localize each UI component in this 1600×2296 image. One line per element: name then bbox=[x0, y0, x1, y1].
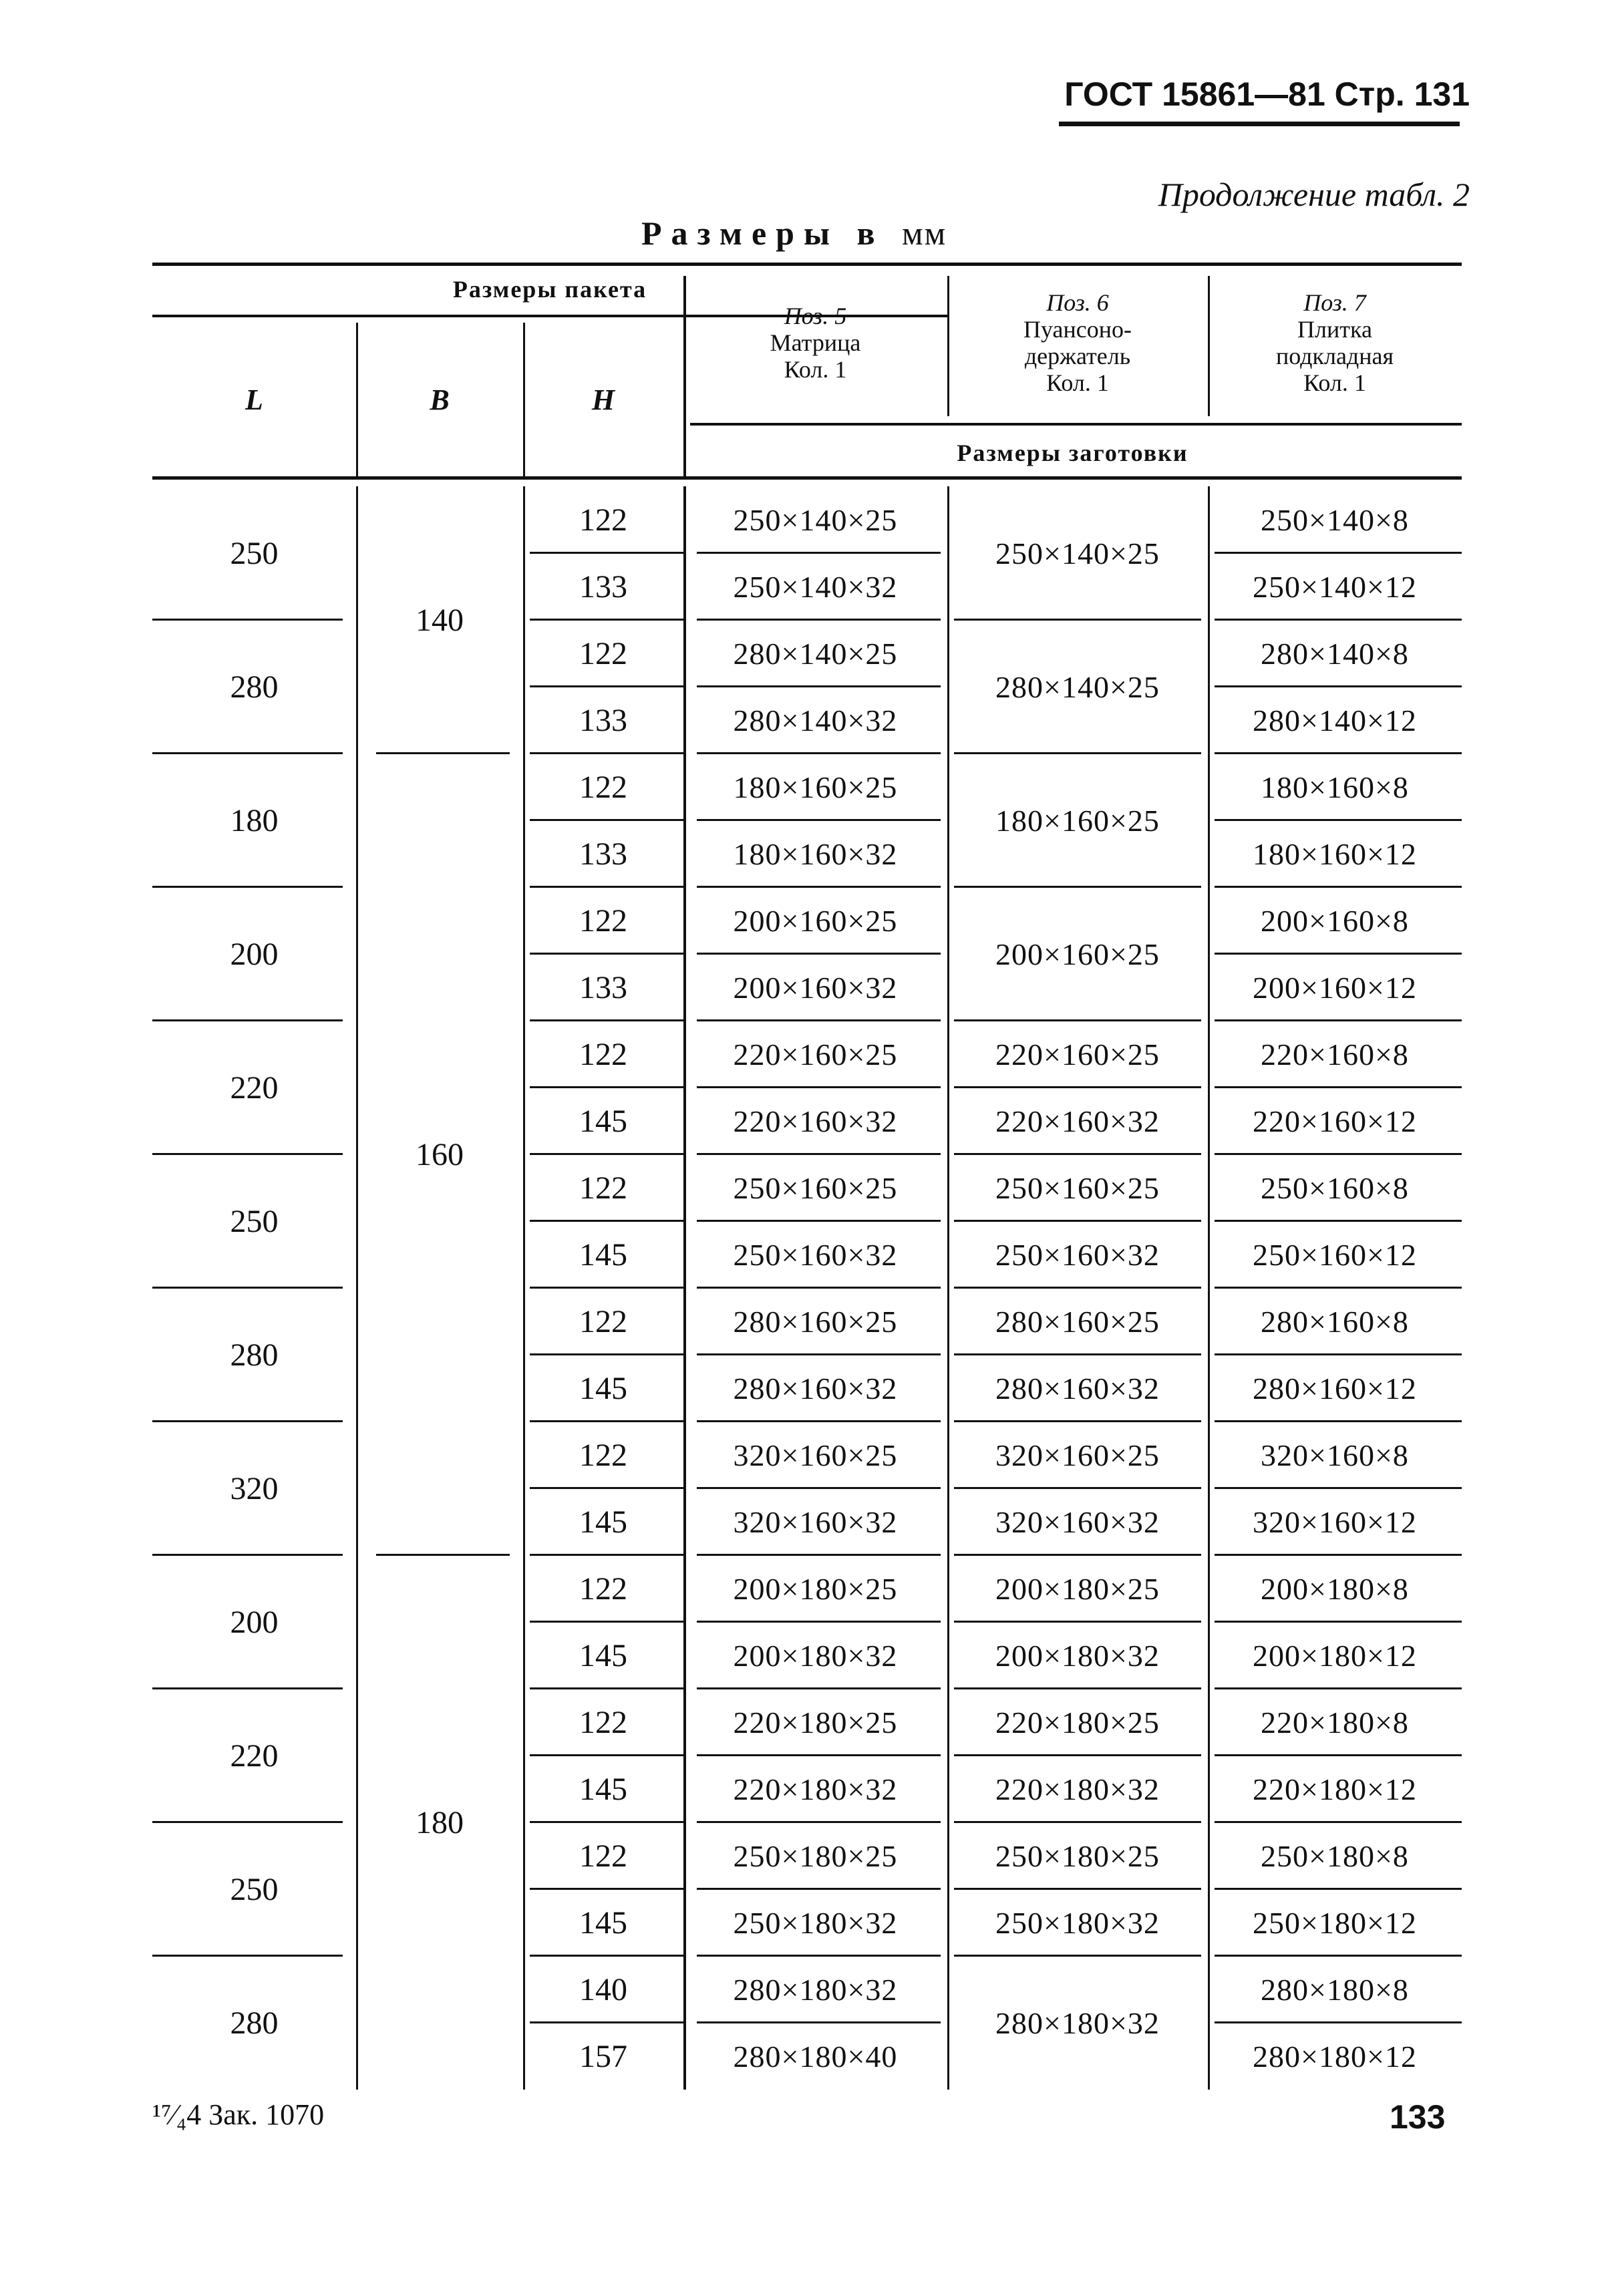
H-value: 145 bbox=[579, 1771, 627, 1807]
packet-size-header: Размеры пакета bbox=[452, 276, 647, 303]
pos5-number: Поз. 5 bbox=[784, 303, 847, 329]
H-value: 145 bbox=[579, 1504, 627, 1540]
L-value: 320 bbox=[230, 1470, 279, 1506]
L-value: 280 bbox=[230, 1337, 279, 1373]
pos7-value: 250×180×8 bbox=[1261, 1838, 1409, 1873]
pos6-value: 280×160×32 bbox=[995, 1371, 1160, 1406]
H-value: 145 bbox=[579, 1103, 627, 1139]
H-value: 122 bbox=[579, 1170, 627, 1206]
pos7-value: 320×160×8 bbox=[1261, 1438, 1409, 1472]
pos5-value: 250×160×25 bbox=[733, 1170, 898, 1205]
B-value: 180 bbox=[416, 1804, 464, 1840]
pos5-value: 250×160×32 bbox=[733, 1237, 898, 1272]
H-value: 133 bbox=[579, 836, 627, 872]
pos6-name-line1: Пуансоно- bbox=[1023, 316, 1132, 343]
pos5-value: 280×140×25 bbox=[733, 636, 898, 671]
page-number: 133 bbox=[1390, 2098, 1446, 2136]
blank-size-header: Размеры заготовки bbox=[957, 440, 1188, 466]
pos5-value: 200×180×32 bbox=[733, 1638, 898, 1673]
H-value: 122 bbox=[579, 1571, 627, 1607]
pos5-value: 220×180×25 bbox=[733, 1705, 898, 1740]
H-value: 133 bbox=[579, 702, 627, 738]
H-value: 133 bbox=[579, 969, 627, 1005]
pos6-value: 200×180×25 bbox=[995, 1571, 1160, 1606]
pos7-value: 220×160×12 bbox=[1253, 1104, 1417, 1138]
table-continuation-label: Продолжение табл. 2 bbox=[1158, 176, 1470, 213]
H-value: 122 bbox=[579, 502, 627, 538]
H-value: 145 bbox=[579, 1370, 627, 1406]
pos6-value: 280×140×25 bbox=[995, 669, 1160, 704]
pos5-value: 250×180×25 bbox=[733, 1838, 898, 1873]
pos5-header bbox=[683, 276, 947, 409]
pos5-value: 280×180×40 bbox=[733, 2039, 898, 2074]
pos7-name-line2: подкладная bbox=[1275, 343, 1394, 369]
pos6-value: 280×160×25 bbox=[995, 1304, 1160, 1339]
units-title-text: Размеры в bbox=[641, 214, 885, 252]
pos5-value: 250×140×25 bbox=[733, 502, 898, 537]
pos7-value: 250×160×12 bbox=[1253, 1237, 1417, 1272]
H-value: 122 bbox=[579, 769, 627, 805]
pos7-value: 200×160×8 bbox=[1261, 903, 1409, 938]
pos5-value: 280×180×32 bbox=[733, 1972, 898, 2007]
pos6-value: 220×160×25 bbox=[995, 1037, 1160, 1072]
pos6-value: 220×160×32 bbox=[995, 1104, 1160, 1138]
pos6-value: 250×140×25 bbox=[995, 536, 1160, 570]
H-value: 122 bbox=[579, 903, 627, 939]
pos5-value: 320×160×32 bbox=[733, 1504, 898, 1539]
pos5-value: 280×140×32 bbox=[733, 703, 898, 737]
pos7-value: 200×160×12 bbox=[1253, 970, 1417, 1005]
pos7-value: 220×180×8 bbox=[1261, 1705, 1409, 1740]
pos5-value: 180×160×25 bbox=[733, 770, 898, 804]
column-header-H: H bbox=[591, 383, 615, 416]
H-value: 145 bbox=[579, 1637, 627, 1673]
header-vline-b bbox=[356, 323, 358, 476]
header-rule bbox=[1059, 122, 1460, 126]
L-value: 250 bbox=[230, 535, 279, 571]
table-top-rule bbox=[152, 263, 1462, 266]
pos7-value: 280×140×12 bbox=[1253, 703, 1417, 737]
pos5-value: 180×160×32 bbox=[733, 836, 898, 871]
pos5-value: 200×180×25 bbox=[733, 1571, 898, 1606]
pos5-name: Матрица bbox=[770, 329, 861, 356]
pos7-qty: Кол. 1 bbox=[1303, 369, 1366, 396]
pos7-value: 200×180×12 bbox=[1253, 1638, 1417, 1673]
blank-header-rule bbox=[690, 423, 1462, 426]
H-value: 157 bbox=[579, 2038, 627, 2074]
L-value: 250 bbox=[230, 1203, 279, 1239]
pos6-value: 200×180×32 bbox=[995, 1638, 1160, 1673]
pos6-number: Поз. 6 bbox=[1046, 289, 1109, 316]
pos6-value: 320×160×32 bbox=[995, 1504, 1160, 1539]
L-value: 200 bbox=[230, 936, 279, 972]
L-value: 220 bbox=[230, 1738, 279, 1774]
pos5-value: 280×160×25 bbox=[733, 1304, 898, 1339]
pos5-value: 250×140×32 bbox=[733, 569, 898, 604]
L-value: 280 bbox=[230, 2005, 279, 2041]
pos7-value: 250×140×8 bbox=[1261, 502, 1409, 537]
B-value: 140 bbox=[416, 602, 464, 638]
standard-header: ГОСТ 15861—81 Стр. 131 bbox=[1064, 75, 1470, 113]
L-value: 180 bbox=[230, 802, 279, 838]
pos7-value: 320×160×12 bbox=[1253, 1504, 1417, 1539]
pos7-header bbox=[1208, 276, 1462, 409]
L-value: 220 bbox=[230, 1070, 279, 1106]
pos7-value: 250×140×12 bbox=[1253, 569, 1417, 604]
pos5-value: 200×160×25 bbox=[733, 903, 898, 938]
pos6-value: 200×160×25 bbox=[995, 937, 1160, 971]
pos7-number: Поз. 7 bbox=[1303, 289, 1366, 316]
pos5-value: 320×160×25 bbox=[733, 1438, 898, 1472]
pos7-value: 280×160×8 bbox=[1261, 1304, 1409, 1339]
pos7-value: 280×180×8 bbox=[1261, 1972, 1409, 2007]
B-value: 160 bbox=[416, 1136, 464, 1172]
pos6-value: 180×160×25 bbox=[995, 803, 1160, 838]
pos7-value: 180×160×12 bbox=[1253, 836, 1417, 871]
column-header-L: L bbox=[245, 383, 263, 416]
H-value: 145 bbox=[579, 1237, 627, 1273]
pos7-value: 250×180×12 bbox=[1253, 1905, 1417, 1940]
header-vline-d bbox=[683, 276, 686, 476]
H-value: 133 bbox=[579, 568, 627, 605]
footer-order-number: ¹⁷⁄₄4 Зак. 1070 bbox=[152, 2098, 325, 2131]
pos7-value: 280×180×12 bbox=[1253, 2039, 1417, 2074]
pos7-value: 280×140×8 bbox=[1261, 636, 1409, 671]
pos7-name-line1: Плитка bbox=[1297, 316, 1372, 343]
H-value: 122 bbox=[579, 1838, 627, 1874]
header-vline-f bbox=[1208, 276, 1210, 416]
pos7-value: 180×160×8 bbox=[1261, 770, 1409, 804]
pos6-value: 220×180×32 bbox=[995, 1772, 1160, 1806]
L-value: 280 bbox=[230, 669, 279, 705]
pos6-name-line2: держатель bbox=[1024, 343, 1131, 369]
pos5-value: 220×160×25 bbox=[733, 1037, 898, 1072]
L-value: 250 bbox=[230, 1871, 279, 1907]
pos5-value: 200×160×32 bbox=[733, 970, 898, 1005]
column-header-B: B bbox=[430, 383, 450, 416]
dimensions-table bbox=[152, 263, 1462, 2080]
header-bottom-rule bbox=[152, 476, 1462, 480]
H-value: 145 bbox=[579, 1905, 627, 1941]
pos7-value: 250×160×8 bbox=[1261, 1170, 1409, 1205]
pos6-value: 250×160×32 bbox=[995, 1237, 1160, 1272]
H-value: 122 bbox=[579, 635, 627, 671]
pos6-value: 250×180×32 bbox=[995, 1905, 1160, 1940]
units-suffix: мм bbox=[902, 214, 947, 252]
pos6-header bbox=[947, 276, 1208, 409]
pos6-value: 250×180×25 bbox=[995, 1838, 1160, 1873]
pos7-value: 280×160×12 bbox=[1253, 1371, 1417, 1406]
pos5-value: 250×180×32 bbox=[733, 1905, 898, 1940]
pos6-value: 220×180×25 bbox=[995, 1705, 1160, 1740]
H-value: 122 bbox=[579, 1704, 627, 1740]
pos5-value: 280×160×32 bbox=[733, 1371, 898, 1406]
pos5-value: 220×180×32 bbox=[733, 1772, 898, 1806]
pos6-qty: Кол. 1 bbox=[1046, 369, 1109, 396]
pos6-value: 320×160×25 bbox=[995, 1438, 1160, 1472]
header-vline-c bbox=[523, 323, 525, 476]
H-value: 122 bbox=[579, 1437, 627, 1473]
pos7-value: 220×160×8 bbox=[1261, 1037, 1409, 1072]
L-value: 200 bbox=[230, 1604, 279, 1640]
header-vline-e bbox=[947, 276, 949, 416]
units-title bbox=[641, 214, 947, 253]
pos6-value: 250×160×25 bbox=[995, 1170, 1160, 1205]
pos7-value: 200×180×8 bbox=[1261, 1571, 1409, 1606]
H-value: 122 bbox=[579, 1303, 627, 1339]
pos5-value: 220×160×32 bbox=[733, 1104, 898, 1138]
pos6-value: 280×180×32 bbox=[995, 2005, 1160, 2040]
pos7-value: 220×180×12 bbox=[1253, 1772, 1417, 1806]
H-value: 122 bbox=[579, 1036, 627, 1072]
H-value: 140 bbox=[579, 1971, 627, 2007]
pos5-qty: Кол. 1 bbox=[784, 356, 847, 383]
